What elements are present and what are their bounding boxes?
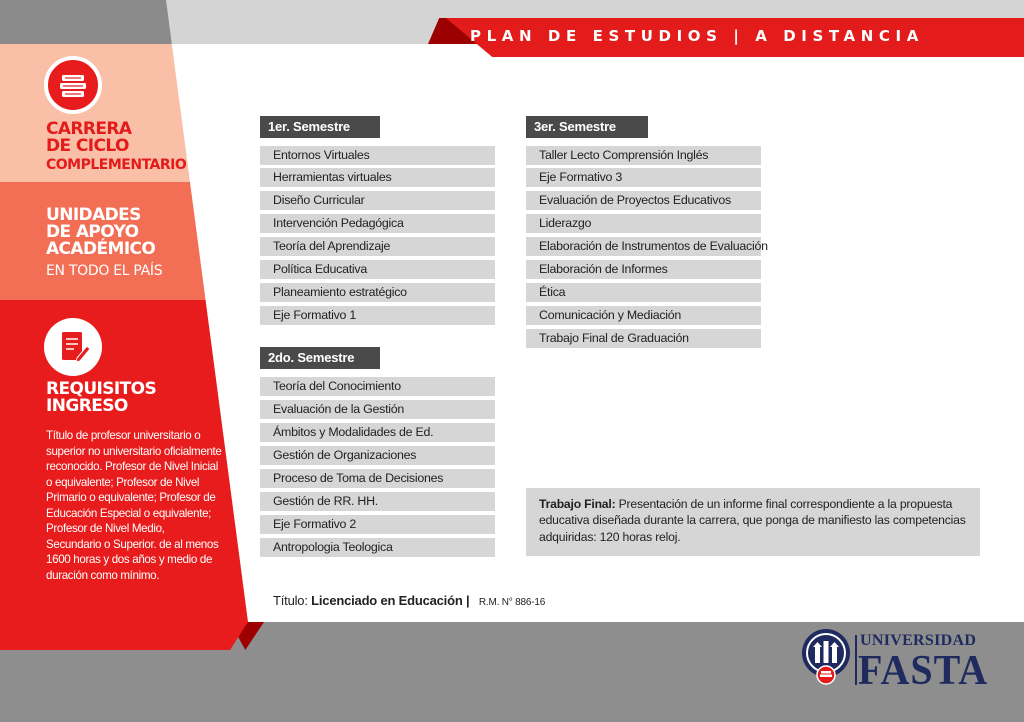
list-item: Taller Lecto Comprensión Inglés	[526, 146, 761, 165]
list-item: Eje Formativo 2	[260, 515, 495, 534]
page-title: PLAN DE ESTUDIOS | A DISTANCIA	[470, 27, 924, 45]
list-item: Herramientas virtuales	[260, 168, 495, 187]
degree-label: Título:	[273, 593, 312, 608]
degree-line	[273, 593, 545, 608]
list-item: Ética	[526, 283, 761, 302]
document-pen-icon	[44, 318, 102, 376]
requisitos-text: Título de profesor universitario o superior no universitario oficialmente reconocido. Profesor de Nivel Inicial o equivalente; Profesor de Nivel Primario o equivalente; Profesor de Educación Especial o equivalente; Profesor de Nivel Medio, Secundario o Superior. de al menos 1600 horas y dos años y medio de duración como mínimo.	[46, 429, 222, 582]
list-item: Gestión de RR. HH.	[260, 492, 495, 511]
final-work-label: Trabajo Final:	[539, 497, 616, 511]
list-item: Teoría del Conocimiento	[260, 377, 495, 396]
list-item: Evaluación de la Gestión	[260, 400, 495, 419]
list-item: Intervención Pedagógica	[260, 214, 495, 233]
list-item: Planeamiento estratégico	[260, 283, 495, 302]
list-item: Entornos Virtuales	[260, 146, 495, 165]
list-item: Elaboración de Instrumentos de Evaluación	[526, 237, 761, 256]
list-item: Gestión de Organizaciones	[260, 446, 495, 465]
list-item: Ámbitos y Modalidades de Ed.	[260, 423, 495, 442]
list-item: Eje Formativo 1	[260, 306, 495, 325]
carrera-title: CARRERA DE CICLO	[46, 119, 132, 156]
logo-divider	[855, 635, 857, 685]
carrera-subtitle: COMPLEMENTARIO	[46, 157, 187, 173]
sidebar	[0, 0, 248, 722]
list-item: Comunicación y Mediación	[526, 306, 761, 325]
list-item: Elaboración de Informes	[526, 260, 761, 279]
degree-separator: |	[462, 593, 473, 608]
list-item: Proceso de Toma de Decisiones	[260, 469, 495, 488]
unidades-title: UNIDADES DE APOYO ACADÉMICO	[46, 205, 156, 259]
books-icon	[44, 56, 102, 114]
list-item: Teoría del Aprendizaje	[260, 237, 495, 256]
semester-3-header: 3er. Semestre	[526, 116, 648, 138]
list-item: Política Educativa	[260, 260, 495, 279]
semester-1-header: 1er. Semestre	[260, 116, 380, 138]
requisitos-title: REQUISITOS INGRESO	[46, 379, 157, 416]
fasta-shield-icon	[800, 627, 852, 687]
logo-word-fasta: FASTA	[858, 646, 989, 694]
list-item: Diseño Curricular	[260, 191, 495, 210]
list-item: Trabajo Final de Graduación	[526, 329, 761, 348]
semester-2-header: 2do. Semestre	[260, 347, 380, 369]
unidades-subtitle: EN TODO EL PAÍS	[46, 263, 163, 279]
logo-word-universidad: UNIVERSIDAD	[860, 632, 977, 649]
list-item: Antropologia Teologica	[260, 538, 495, 557]
list-item: Evaluación de Proyectos Educativos	[526, 191, 761, 210]
degree-rm: R.M. N° 886-16	[478, 597, 546, 608]
list-item: Liderazgo	[526, 214, 761, 233]
degree-name: Licenciado en Educación	[311, 593, 463, 608]
final-work-box	[526, 488, 980, 556]
final-work-text: Presentación de un informe final correspondiente a la propuesta educativa diseñada durante la carrera, que ponga de manifiesto las competencias adquiridas: 120 horas reloj.	[539, 497, 966, 544]
list-item: Eje Formativo 3	[526, 168, 761, 187]
